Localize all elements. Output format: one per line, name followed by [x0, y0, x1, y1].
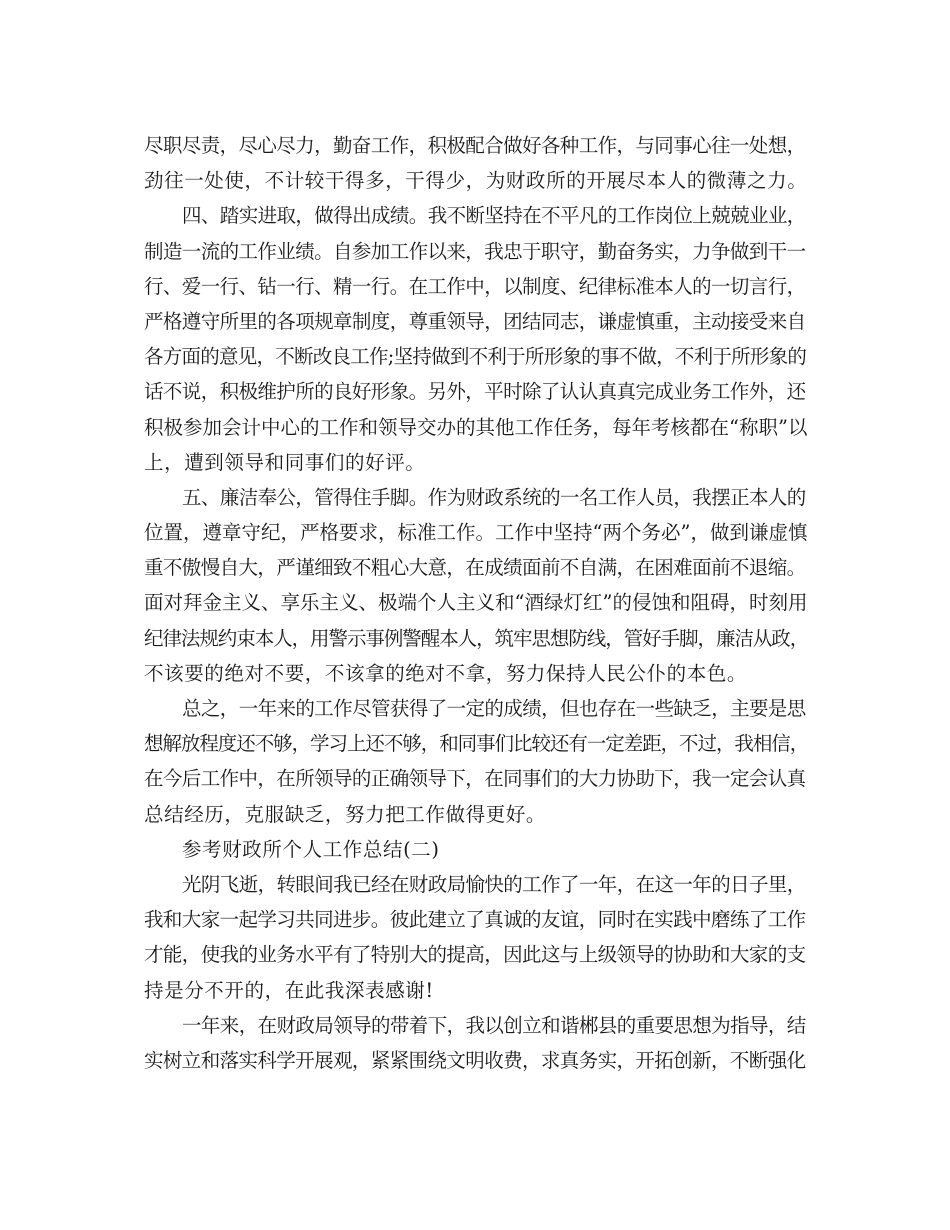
text-line: 尽职尽责，尽心尽力，勤奋工作，积极配合做好各种工作，与同事心往一处想，	[144, 134, 806, 157]
text-line: 严格遵守所里的各项规章制度，尊重领导，团结同志，谦虚慎重，主动接受来自	[144, 309, 806, 333]
text-line: 总结经历，克服缺乏，努力把工作做得更好。	[144, 802, 547, 826]
text-line: 在今后工作中，在所领导的正确领导下，在同事们的大力协助下，我一定会认真	[144, 767, 806, 791]
text-line: 制造一流的工作业绩。自参加工作以来，我忠于职守，勤奋务实，力争做到干一	[144, 239, 806, 263]
text-line: 光阴飞逝，转眼间我已经在财政局愉快的工作了一年，在这一年的日子里，	[182, 872, 806, 896]
text-line: 持是分不开的，在此我深表感谢!	[144, 978, 434, 1002]
text-line: 劲往一处使，不计较干得多，干得少，为财政所的开展尽本人的微薄之力。	[144, 169, 808, 193]
text-line: 积极参加会计中心的工作和领导交办的其他工作任务，每年考核都在“称职”以	[144, 415, 808, 439]
text-line: 纪律法规约束本人，用警示事例警醒本人，筑牢思想防线，管好手脚，廉洁从政，	[144, 626, 809, 650]
text-line: 行、爱一行、钻一行、精一行。在工作中，以制度、纪律标准本人的一切言行，	[144, 274, 806, 298]
text-line: 参考财政所个人工作总结(二)	[182, 837, 440, 861]
text-line: 我和大家一起学习共同进步。彼此建立了真诚的友谊，同时在实践中磨练了工作	[144, 908, 806, 932]
text-line: 才能，使我的业务水平有了特别大的提高，因此这与上级领导的协助和大家的支	[144, 943, 806, 967]
text-line: 面对拜金主义、享乐主义、极端个人主义和“酒绿灯红”的侵蚀和阻碍，时刻用	[144, 591, 808, 615]
text-line: 四、踏实进取，做得出成绩。我不断坚持在不平凡的工作岗位上兢兢业业，	[182, 204, 806, 228]
document-body	[144, 128, 809, 1078]
text-line: 重不傲慢自大，严谨细致不粗心大意，在成绩面前不自满，在困难面前不退缩。	[144, 556, 806, 580]
text-line: 五、廉洁奉公，管得住手脚。作为财政系统的一名工作人员，我摆正本人的	[182, 485, 806, 509]
text-line: 实树立和落实科学开展观，紧紧围绕文明收费，求真务实，开拓创新，不断强化	[144, 1048, 806, 1072]
text-line: 话不说，积极维护所的良好形象。另外，平时除了认认真真完成业务工作外，还	[144, 380, 806, 404]
text-line: 位置，遵章守纪，严格要求，标准工作。工作中坚持“两个务必”，做到谦虚慎	[144, 521, 808, 545]
text-line: 上，遭到领导和同事们的好评。	[144, 450, 426, 474]
text-line: 一年来，在财政局领导的带着下，我以创立和谐郴县的重要思想为指导，结	[182, 1013, 806, 1037]
text-line: 想解放程度还不够，学习上还不够，和同事们比较还有一定差距，不过，我相信，	[144, 732, 809, 756]
text-line: 总之，一年来的工作尽管获得了一定的成绩，但也存在一些缺乏，主要是思	[182, 697, 806, 720]
text-line: 不该要的绝对不要，不该拿的绝对不拿，努力保持人民公仆的本色。	[144, 661, 748, 685]
text-line: 各方面的意见，不断改良工作;坚持做到不利于所形象的事不做，不利于所形象的	[144, 345, 807, 369]
